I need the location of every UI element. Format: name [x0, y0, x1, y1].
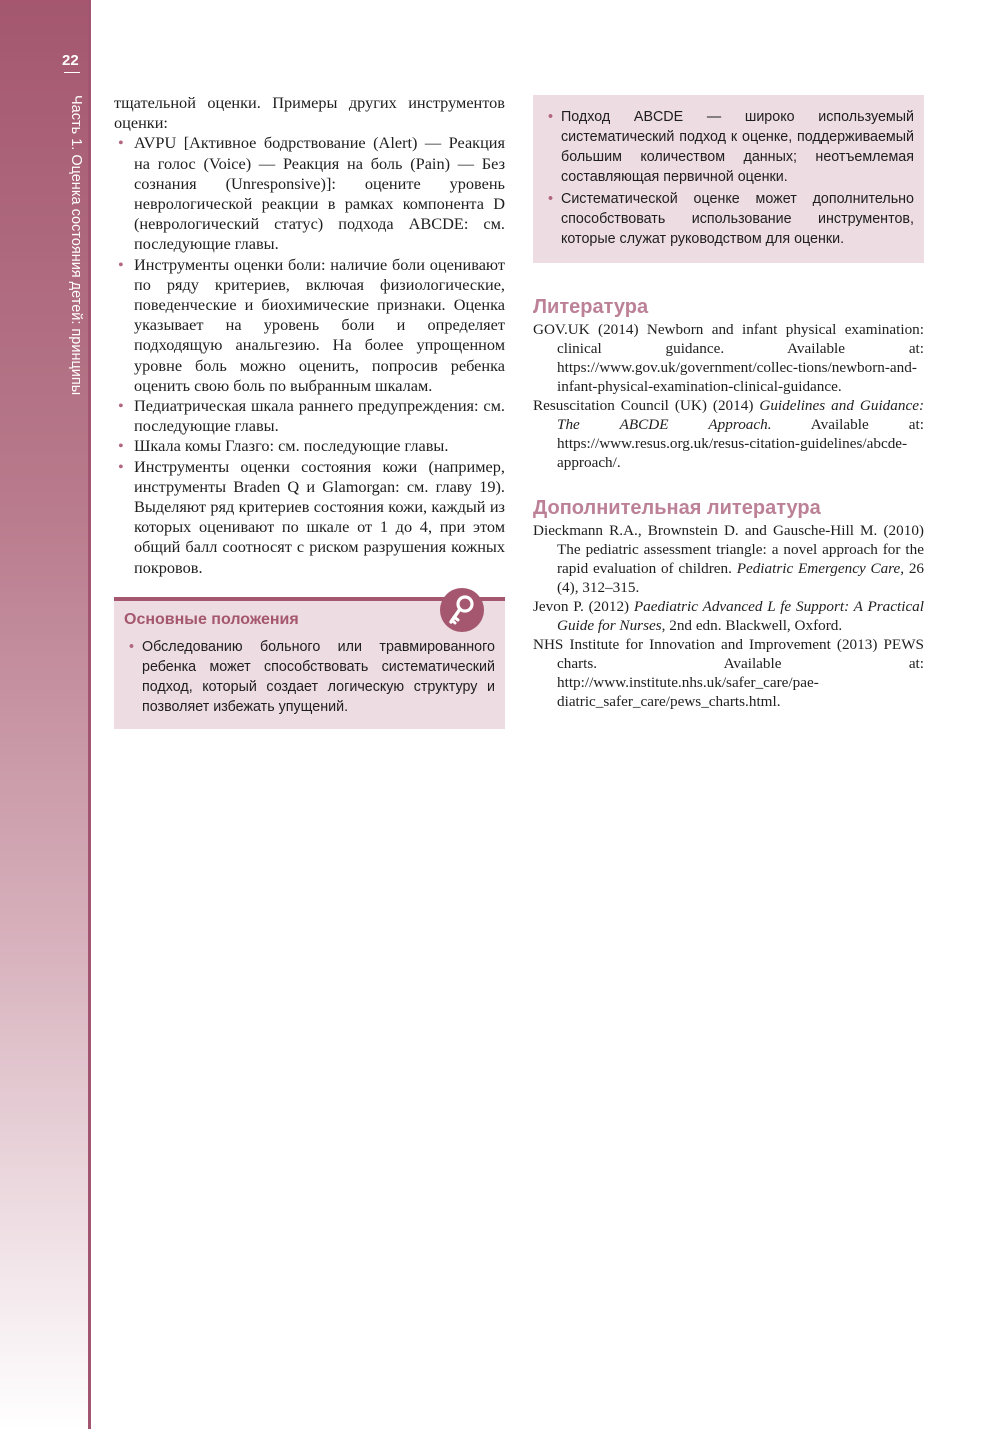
- reference-text: NHS Institute for Innovation and Improvement (2013) PEWS charts. Available at: http://www.institute.nhs.uk/safer_care/pae-diatric_safer_care/pews_charts.html.: [533, 636, 924, 710]
- right-column: [533, 95, 924, 711]
- reference-title: Paediatric Advanced L fe Support: A Practical Guide for Nurses: [557, 598, 924, 634]
- list-item: • AVPU [Активное бодрствование (Alert) — Реакция на голос (Voice) — Реакция на боль (Pain) — Без сознания (Unresponsive)]: оцените уровень неврологической реакции в рамках компонента D (неврологический статус) подхода ABCDE: см. последующие главы.: [114, 133, 505, 254]
- reference-text: , 2nd edn. Blackwell, Oxford.: [661, 617, 843, 634]
- running-title: Часть 1. Оценка состояния детей: принципы: [68, 95, 84, 396]
- references-list: [533, 320, 924, 472]
- list-item: • Обследованию больного или травмированного ребенка может способствовать систематический подход, который создает логическую структуру и позволяет избежать упущений.: [124, 637, 495, 717]
- reference-text: Available at: https://www.resus.org.uk/resus-citation-guidelines/abcde-approach/.: [557, 416, 924, 471]
- page-number: 22: [62, 52, 79, 69]
- summary-box: [533, 95, 924, 263]
- intro-paragraph: тщательной оценки. Примеры других инструментов оценки:: [114, 93, 505, 133]
- key-points-list: [124, 637, 495, 717]
- summary-list: [543, 107, 914, 249]
- reference-item: [533, 396, 924, 472]
- reference-item: [533, 597, 924, 635]
- key-points-box: [114, 597, 505, 729]
- reference-text: Jevon P. (2012): [533, 598, 634, 615]
- list-item: • Подход ABCDE — широко используемый систематический подход к оценке, поддерживаемый большим количеством данных; неотъемлемая составляющая первичной оценки.: [543, 107, 914, 187]
- references-heading: Литература: [533, 296, 649, 318]
- list-item: • Инструменты оценки боли: наличие боли оценивают по ряду критериев, включая физиологические, поведенческие и биохимические признаки. Оценка указывает на уровень боли и определяет подходящую анальгезию. На более упрощенном уровне боль можно оценить, попросив ребенка оценить свою боль по выбранным шкалам.: [114, 255, 505, 396]
- reference-text: , 26 (4), 312–315.: [557, 560, 925, 596]
- reference-text: GOV.UK (2014) Newborn and infant physical examination: clinical guidance. Available at: https://www.gov.uk/government/collec-tions/newborn-and-infant-physical-examination-clinical-guidance.: [533, 321, 924, 395]
- reference-text: Dieckmann R.A., Brownstein D. and Gausche-Hill M. (2010) The pediatric assessment triangle: a novel approach for the rapid evaluation of children.: [533, 522, 924, 577]
- reference-item: [533, 521, 924, 597]
- list-item: • Систематической оценке может дополнительно способствовать использование инструментов, которые служат руководством для оценки.: [543, 189, 914, 249]
- reference-title: Guidelines and Guidance: The ABCDE Approach.: [557, 397, 925, 433]
- reference-text: Resuscitation Council (UK) (2014): [533, 397, 760, 414]
- list-item: • Инструменты оценки состояния кожи (например, инструменты Braden Q и Glamorgan: см. главу 19). Выделяют ряд критериев состояния кожи, каждый из которых оценивают по шкале от 1 до 4, при этом общий балл соотносят с риском разрушения кожных покровов.: [114, 457, 505, 578]
- further-reading-list: [533, 521, 924, 711]
- list-item: • Педиатрическая шкала раннего предупреждения: см. последующие главы.: [114, 396, 505, 436]
- sidebar-rule: [88, 0, 91, 1429]
- list-item: • Шкала комы Глазго: см. последующие главы.: [114, 436, 505, 456]
- reference-title: Pediatric Emergency Care: [736, 560, 901, 577]
- assessment-tools-list: [114, 133, 505, 577]
- reference-item: [533, 635, 924, 711]
- further-reading-heading: Дополнительная литература: [533, 497, 821, 519]
- left-column: [114, 93, 505, 729]
- key-icon: [440, 588, 484, 632]
- reference-item: [533, 320, 924, 396]
- page-number-divider: [64, 72, 80, 73]
- key-points-title: Основные положения: [124, 610, 299, 628]
